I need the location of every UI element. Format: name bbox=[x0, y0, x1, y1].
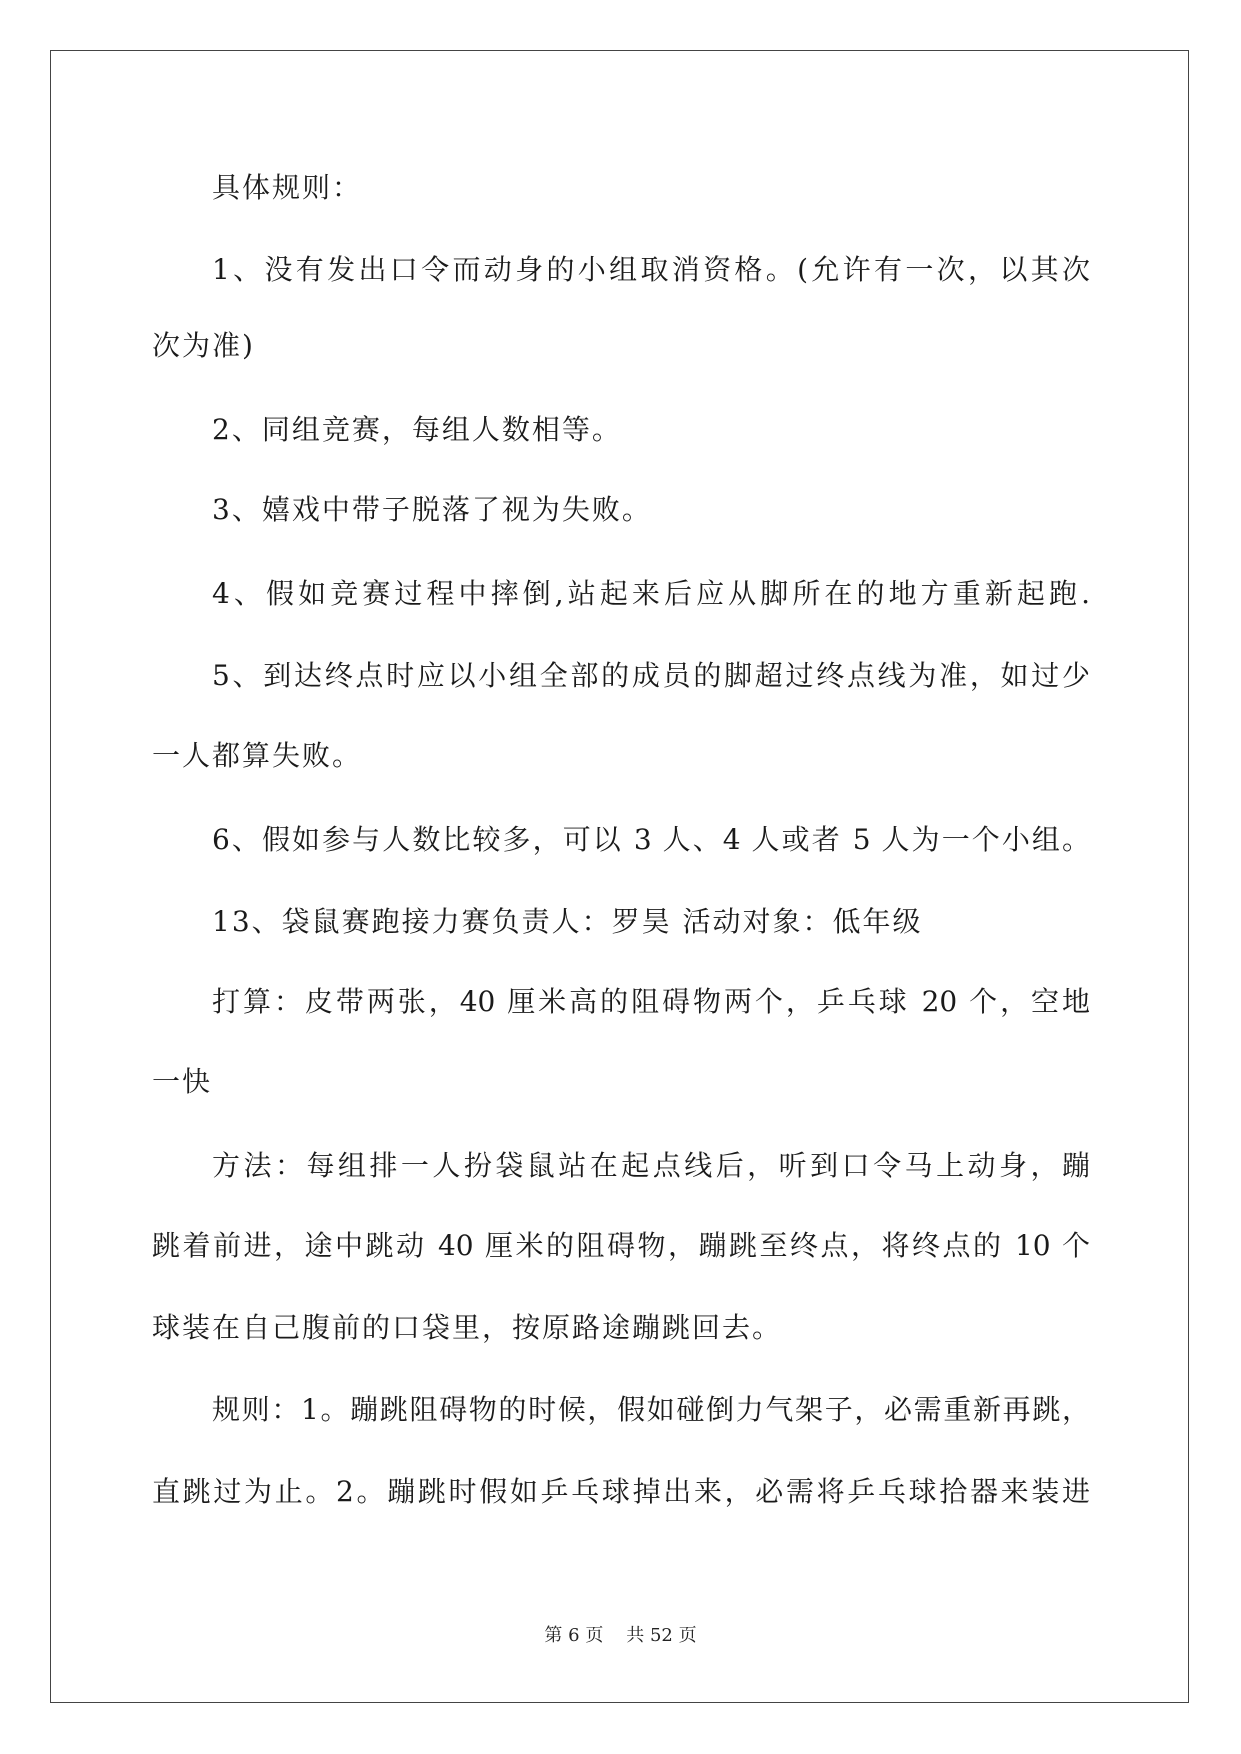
page-footer bbox=[0, 1624, 1241, 1648]
rule-1-line-2: 次为准) bbox=[152, 329, 255, 362]
method-line-1: 方法：每组排一人扮袋鼠站在起点线后，听到口令马上动身，蹦 bbox=[212, 1149, 1090, 1182]
page-number: 第 6 页 bbox=[544, 1625, 604, 1646]
rule-4: 4、假如竞赛过程中摔倒,站起来后应从脚所在的地方重新起跑. bbox=[212, 577, 1090, 610]
rule-5-line-2: 一人都算失败。 bbox=[152, 739, 363, 772]
rule-1-line-1: 1、没有发出口令而动身的小组取消资格。(允许有一次，以其次 bbox=[212, 253, 1090, 286]
rules-line-2: 直跳过为止。2。蹦跳时假如乒乓球掉出来，必需将乒乓球拾器来装进 bbox=[152, 1475, 1090, 1508]
page-total: 共 52 页 bbox=[626, 1625, 697, 1646]
method-line-2: 跳着前进，途中跳动 40 厘米的阻碍物，蹦跳至终点，将终点的 10 个 bbox=[152, 1229, 1090, 1262]
page-border bbox=[50, 50, 1189, 1703]
paragraph-heading-rules: 具体规则： bbox=[212, 171, 363, 204]
preparation-line-2: 一快 bbox=[152, 1065, 213, 1098]
section-13-title: 13、袋鼠赛跑接力赛负责人：罗昊 活动对象：低年级 bbox=[212, 905, 923, 938]
preparation-line-1: 打算：皮带两张，40 厘米高的阻碍物两个，乒乓球 20 个，空地 bbox=[212, 985, 1090, 1018]
rule-6: 6、假如参与人数比较多，可以 3 人、4 人或者 5 人为一个小组。 bbox=[212, 823, 1090, 856]
rule-3: 3、嬉戏中带子脱落了视为失败。 bbox=[212, 493, 652, 526]
rule-5-line-1: 5、到达终点时应以小组全部的成员的脚超过终点线为准，如过少 bbox=[212, 659, 1090, 692]
rule-2: 2、同组竞赛，每组人数相等。 bbox=[212, 413, 622, 446]
method-line-3: 球装在自己腹前的口袋里，按原路途蹦跳回去。 bbox=[152, 1311, 783, 1344]
rules-line-1: 规则：1。蹦跳阻碍物的时候，假如碰倒力气架子，必需重新再跳， bbox=[212, 1393, 1090, 1426]
